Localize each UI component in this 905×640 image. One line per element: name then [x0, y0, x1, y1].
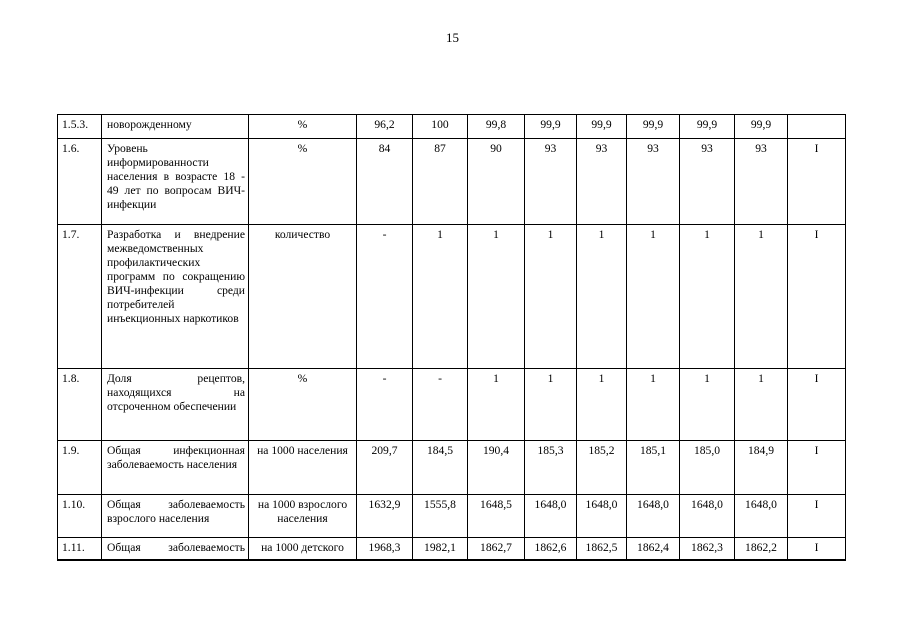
value-cell: 99,9	[525, 115, 577, 139]
value-cell: 1	[680, 369, 735, 441]
value-cell: 93	[577, 139, 627, 225]
value-cell: 1648,0	[627, 495, 680, 538]
value-cell: 1	[468, 225, 525, 369]
row-number: 1.9.	[58, 441, 102, 495]
indicator-name: Общая заболеваемость взрослого населения	[102, 495, 249, 538]
value-cell: 93	[525, 139, 577, 225]
value-cell: 90	[468, 139, 525, 225]
page-number: 15	[446, 30, 459, 45]
unit-cell: на 1000 взрослого населения	[249, 495, 357, 538]
value-cell: 99,9	[577, 115, 627, 139]
value-cell: 99,9	[627, 115, 680, 139]
unit-cell: на 1000 детского	[249, 538, 357, 560]
indicator-name: Общая заболеваемость	[102, 538, 249, 560]
table-row	[58, 538, 846, 560]
category-cell: I	[788, 369, 846, 441]
value-cell: 1	[468, 369, 525, 441]
value-cell: 1	[627, 225, 680, 369]
value-cell: 1	[413, 225, 468, 369]
table-row	[58, 441, 846, 495]
category-cell: I	[788, 139, 846, 225]
table-row	[58, 369, 846, 441]
row-number: 1.10.	[58, 495, 102, 538]
value-cell: 1862,3	[680, 538, 735, 560]
value-cell: 184,5	[413, 441, 468, 495]
value-cell: 87	[413, 139, 468, 225]
category-cell: I	[788, 441, 846, 495]
row-number: 1.5.3.	[58, 115, 102, 139]
row-number: 1.8.	[58, 369, 102, 441]
table-row	[58, 225, 846, 369]
value-cell: 84	[357, 139, 413, 225]
value-cell: 1862,5	[577, 538, 627, 560]
value-cell: 96,2	[357, 115, 413, 139]
value-cell: 209,7	[357, 441, 413, 495]
unit-cell: %	[249, 369, 357, 441]
indicators-table	[57, 114, 846, 561]
category-cell: I	[788, 538, 846, 560]
value-cell: 1648,0	[525, 495, 577, 538]
indicator-name: новорожденному	[102, 115, 249, 139]
unit-cell: на 1000 населения	[249, 441, 357, 495]
value-cell: 185,0	[680, 441, 735, 495]
value-cell: 93	[627, 139, 680, 225]
value-cell: 1	[680, 225, 735, 369]
value-cell: 1968,3	[357, 538, 413, 560]
value-cell: 1632,9	[357, 495, 413, 538]
row-number: 1.7.	[58, 225, 102, 369]
value-cell: 185,2	[577, 441, 627, 495]
indicator-name: Доля рецептов, находящихся на отсроченном обеспечении	[102, 369, 249, 441]
value-cell: 100	[413, 115, 468, 139]
value-cell: 1862,2	[735, 538, 788, 560]
indicator-name: Общая инфекционная заболеваемость населения	[102, 441, 249, 495]
value-cell: 99,9	[680, 115, 735, 139]
value-cell: 190,4	[468, 441, 525, 495]
value-cell: 1982,1	[413, 538, 468, 560]
value-cell: 1648,5	[468, 495, 525, 538]
indicator-name: Разработка и внедрение межведомственных профилактических программ по сокращению ВИЧ-инфекции среди потребителей инъекционных наркотиков	[102, 225, 249, 369]
value-cell: 1	[525, 369, 577, 441]
value-cell: 1648,0	[680, 495, 735, 538]
value-cell: 1	[577, 225, 627, 369]
value-cell: 185,3	[525, 441, 577, 495]
table-row	[58, 495, 846, 538]
table-row	[58, 139, 846, 225]
value-cell: 1862,4	[627, 538, 680, 560]
category-cell: I	[788, 225, 846, 369]
value-cell: 184,9	[735, 441, 788, 495]
table-row	[58, 115, 846, 139]
category-cell	[788, 115, 846, 139]
value-cell: -	[357, 225, 413, 369]
row-number: 1.6.	[58, 139, 102, 225]
value-cell: 1648,0	[577, 495, 627, 538]
unit-cell: количество	[249, 225, 357, 369]
unit-cell: %	[249, 139, 357, 225]
value-cell: 1555,8	[413, 495, 468, 538]
category-cell: I	[788, 495, 846, 538]
value-cell: 1862,7	[468, 538, 525, 560]
value-cell: -	[357, 369, 413, 441]
value-cell: 1	[525, 225, 577, 369]
value-cell: 1	[735, 225, 788, 369]
value-cell: 93	[680, 139, 735, 225]
indicator-name: Уровень информированности населения в возрасте 18 - 49 лет по вопросам ВИЧ-инфекции	[102, 139, 249, 225]
unit-cell: %	[249, 115, 357, 139]
value-cell: 185,1	[627, 441, 680, 495]
value-cell: 99,8	[468, 115, 525, 139]
value-cell: 1	[627, 369, 680, 441]
value-cell: 99,9	[735, 115, 788, 139]
value-cell: 1648,0	[735, 495, 788, 538]
value-cell: 1862,6	[525, 538, 577, 560]
row-number: 1.11.	[58, 538, 102, 560]
value-cell: 1	[577, 369, 627, 441]
value-cell: 1	[735, 369, 788, 441]
value-cell: 93	[735, 139, 788, 225]
value-cell: -	[413, 369, 468, 441]
